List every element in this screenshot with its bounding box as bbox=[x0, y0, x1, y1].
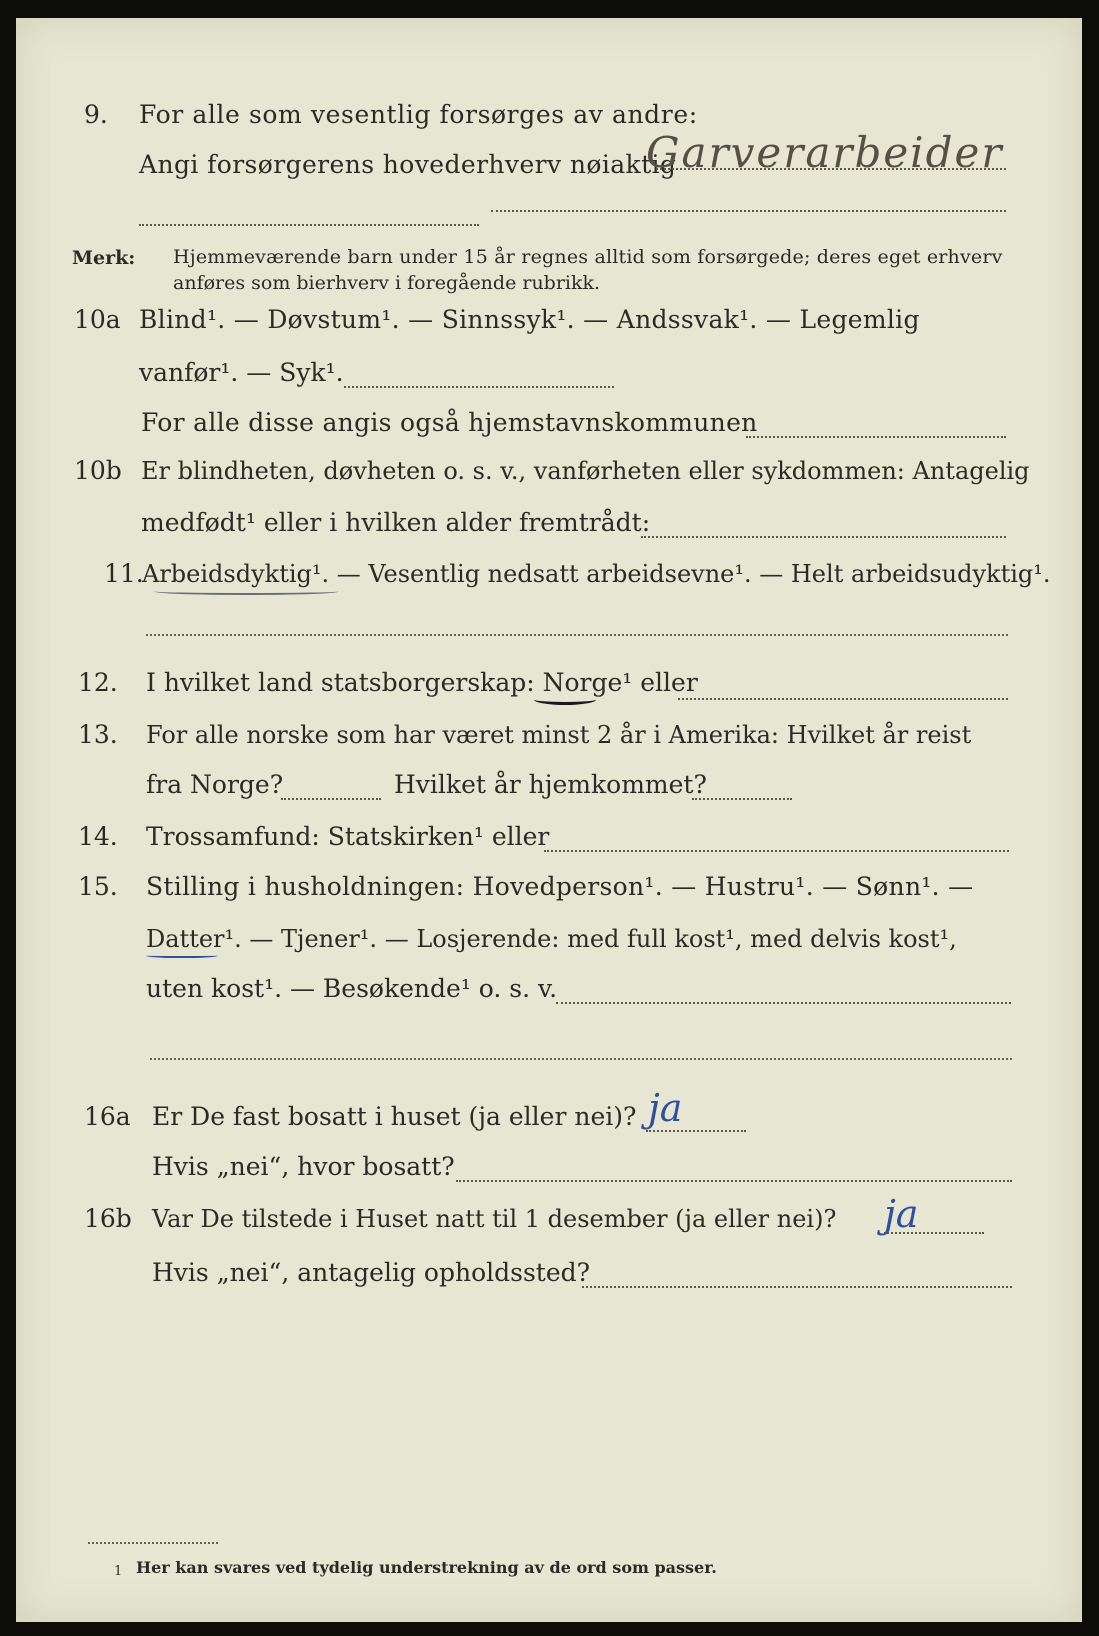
q9-blank-line-b bbox=[491, 210, 1006, 212]
q15-line3: uten kost¹. — Besøkende¹ o. s. v. bbox=[146, 974, 558, 1003]
q16b-answer-line bbox=[884, 1232, 984, 1234]
q11-line1: Arbeidsdyktig¹. — Vesentlig nedsatt arbeidsevne¹. — Helt arbeidsudyktig¹. bbox=[142, 560, 1051, 588]
q16b-line2: Hvis „nei“, antagelig opholdssted? bbox=[152, 1258, 591, 1287]
q16a-answer-line bbox=[646, 1130, 746, 1132]
q10a-syk-line bbox=[344, 386, 614, 388]
q16b-opholdssted-line bbox=[582, 1286, 1012, 1288]
q10a-line3: For alle disse angis også hjemstavnskommunen bbox=[141, 408, 758, 437]
q11-number: 11. bbox=[104, 559, 144, 588]
q10b-number: 10b bbox=[74, 456, 122, 485]
q13-number: 13. bbox=[78, 720, 118, 749]
q15-answer-line bbox=[556, 1002, 1011, 1004]
footnote-rule bbox=[88, 1542, 218, 1544]
q10a-hjemstavn-line bbox=[746, 436, 1006, 438]
merk-label: Merk: bbox=[72, 247, 136, 269]
q13-line2a: fra Norge? bbox=[146, 770, 284, 799]
merk-line2: anføres som bierhverv i foregående rubrikk. bbox=[173, 272, 601, 294]
q12-line1: I hvilket land statsborgerskap: Norge¹ eller bbox=[146, 668, 698, 697]
q9-number: 9. bbox=[84, 100, 108, 129]
q13-line2b: Hvilket år hjemkommet? bbox=[394, 770, 707, 799]
q15-line1: Stilling i husholdningen: Hovedperson¹. — Hustru¹. — Sønn¹. — bbox=[146, 872, 974, 901]
q14-number: 14. bbox=[78, 822, 118, 851]
q11-underline-mark bbox=[154, 588, 339, 595]
q14-line1: Trossamfund: Statskirken¹ eller bbox=[146, 822, 550, 851]
q15-separator bbox=[150, 1058, 1012, 1060]
q15-number: 15. bbox=[78, 872, 118, 901]
q10a-line2: vanfør¹. — Syk¹. bbox=[139, 358, 344, 387]
q15-datter-underline bbox=[146, 952, 218, 958]
q15-line2: Datter¹. — Tjener¹. — Losjerende: med full kost¹, med delvis kost¹, bbox=[146, 925, 957, 953]
q16b-line1: Var De tilstede i Huset natt til 1 desember (ja eller nei)? bbox=[152, 1205, 837, 1233]
q9-line1: For alle som vesentlig forsørges av andre: bbox=[139, 100, 698, 129]
q12-answer-line bbox=[678, 698, 1008, 700]
merk-line1: Hjemmeværende barn under 15 år regnes alltid som forsørgede; deres eget erhverv bbox=[173, 246, 1003, 268]
q16a-answer: ja bbox=[648, 1086, 683, 1130]
footnote-mark: 1 bbox=[114, 1564, 123, 1579]
q13-reist-line bbox=[281, 798, 381, 800]
q16b-number: 16b bbox=[84, 1204, 132, 1233]
q12-norge-underline bbox=[534, 694, 596, 705]
q10a-number: 10a bbox=[74, 305, 121, 334]
q16a-line1: Er De fast bosatt i huset (ja eller nei)? bbox=[152, 1102, 637, 1131]
q14-answer-line bbox=[544, 850, 1009, 852]
q9-line2: Angi forsørgerens hovederhverv nøiaktig bbox=[139, 150, 677, 179]
q16a-bosatt-line bbox=[456, 1180, 1012, 1182]
q11-separator bbox=[146, 634, 1008, 636]
q10b-line1: Er blindheten, døvheten o. s. v., vanførheten eller sykdommen: Antagelig bbox=[141, 457, 1030, 485]
q12-number: 12. bbox=[78, 668, 118, 697]
census-form-page bbox=[16, 18, 1082, 1622]
q10b-answer-line bbox=[641, 536, 1006, 538]
q10a-line1: Blind¹. — Døvstum¹. — Sinnssyk¹. — Andssvak¹. — Legemlig bbox=[139, 305, 920, 334]
q13-line1: For alle norske som har været minst 2 år i Amerika: Hvilket år reist bbox=[146, 721, 972, 749]
q16a-line2: Hvis „nei“, hvor bosatt? bbox=[152, 1152, 455, 1181]
q10b-line2: medfødt¹ eller i hvilken alder fremtrådt: bbox=[141, 508, 651, 537]
footnote-text: Her kan svares ved tydelig understrekning av de ord som passer. bbox=[136, 1558, 717, 1577]
q9-answer: Garverarbeider bbox=[646, 128, 1004, 177]
q16b-answer: ja bbox=[884, 1192, 919, 1236]
q13-hjemkommet-line bbox=[692, 798, 792, 800]
q9-blank-line-a bbox=[139, 224, 479, 226]
q16a-number: 16a bbox=[84, 1102, 131, 1131]
